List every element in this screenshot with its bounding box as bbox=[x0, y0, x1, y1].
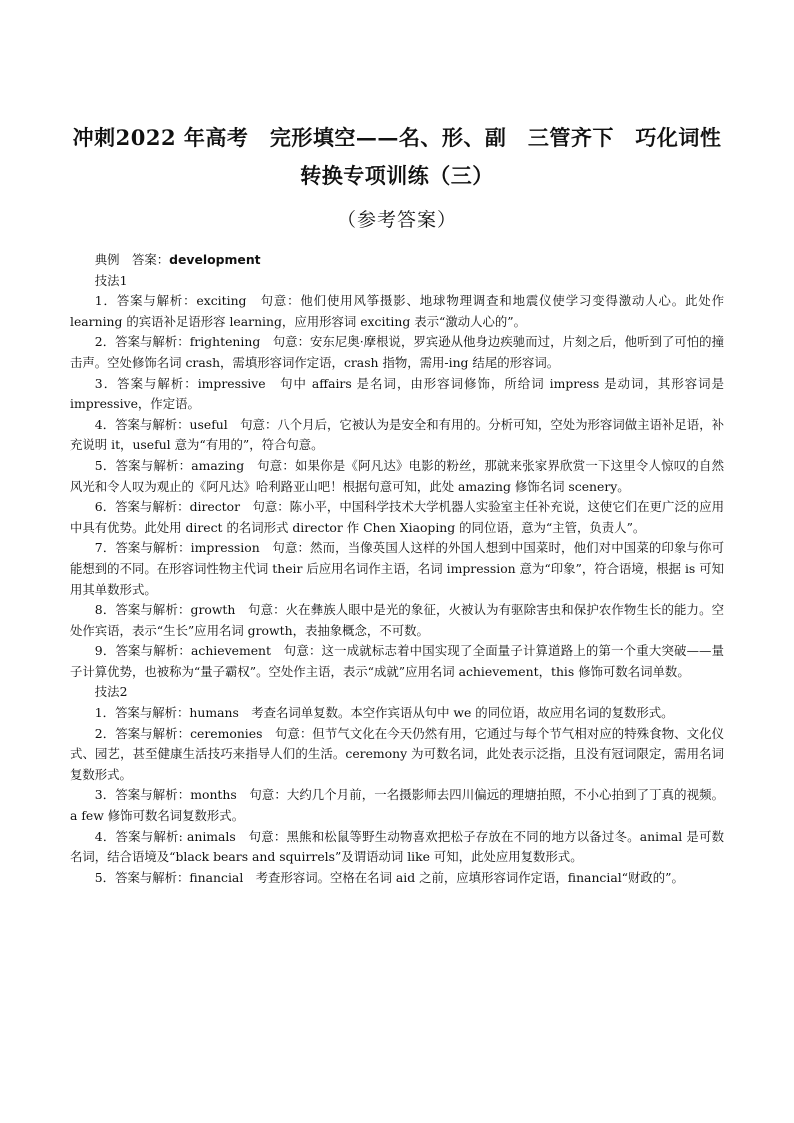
answer-item: 1．答案与解析：exciting 句意：他们使用风筝摄影、地球物理调查和地震仪使学习变得激动人心。此处作 learning 的宾语补足语形容 learning，应用形容词 exciting 表示“激动人心的”。 bbox=[70, 293, 724, 329]
answer-item: 8．答案与解析：growth 句意：火在彝族人眼中是光的象征，火被认为有驱除害虫和保护农作物生长的能力。空处作宾语，表示“生长”应用名词 growth，表抽象概念，不可数。 bbox=[70, 602, 724, 638]
answer-body bbox=[70, 250, 724, 888]
answer-item: 4．答案与解析: animals 句意：黑熊和松鼠等野生动物喜欢把松子存放在不同的地方以备过冬。animal 是可数名词，结合语境及“black bears and squirrels”及谓语动词 like 可知，此处应用复数形式。 bbox=[70, 828, 724, 865]
answer-item: 9．答案与解析：achievement 句意：这一成就标志着中国实现了全面量子计算道路上的第一个重大突破——量子计算优势，也被称为“量子霸权”。空处作主语，表示“成就”应用名词 achievement，this 修饰可数名词单数。 bbox=[70, 643, 724, 679]
answer-item: 7．答案与解析：impression 句意：然而，当像英国人这样的外国人想到中国菜时，他们对中国菜的印象与你可能想到的不同。在形容词性物主代词 their 后应用名词作主语，名词 impression 意为“印象”，符合语境，根据 is 可知用其单数形式。 bbox=[70, 540, 724, 597]
document-title-line-2: 转换专项训练（三） bbox=[300, 163, 494, 188]
answer-item: 2．答案与解析：ceremonies 句意：但节气文化在今天仍然有用，它通过与每个节气相对应的特殊食物、文化仪式、园艺，甚至健康生活技巧来指导人们的生活。ceremony 为可数名词，此处表示泛指，且没有冠词限定，需用名词复数形式。 bbox=[70, 725, 724, 782]
answer-item: 5．答案与解析：amazing 句意：如果你是《阿凡达》电影的粉丝，那就来张家界欣赏一下这里令人惊叹的自然风光和令人叹为观止的《阿凡达》哈利路亚山吧！根据句意可知，此处 amazing 修饰名词 scenery。 bbox=[70, 457, 724, 494]
document-title-line-1: 冲刺2022 年高考 完形填空——名、形、副 三管齐下 巧化词性 bbox=[72, 125, 722, 150]
example-line bbox=[70, 250, 724, 271]
example-label: 典例 答案： bbox=[94, 252, 170, 267]
example-answer: development bbox=[169, 252, 261, 267]
answer-item: 1．答案与解析：humans 考查名词单复数。本空作宾语从句中 we 的同位语，故应用名词的复数形式。 bbox=[94, 705, 674, 721]
document-subtitle: （参考答案） bbox=[336, 209, 457, 231]
answer-item: 5．答案与解析：financial 考查形容词。空格在名词 aid 之前，应填形容词作定语，financial“财政的”。 bbox=[94, 869, 684, 885]
answer-item: 6．答案与解析：director 句意：陈小平，中国科学技术大学机器人实验室主任补充说，这使它们在更广泛的应用中具有优势。此处用 direct 的名词形式 director 作 Chen Xiaoping 的同位语，意为“主管，负责人”。 bbox=[70, 499, 724, 535]
answer-item: 3．答案与解析：impressive 句中 affairs 是名词，由形容词修饰，所给词 impress 是动词，其形容词是 impressive，作定语。 bbox=[70, 375, 724, 412]
answer-item: 2．答案与解析：frightening 句意：安东尼奥·摩根说，罗宾逊从他身边疾驰而过，片刻之后，他听到了可怕的撞击声。空处修饰名词 crash，需填形容词作定语，crash 指物，需用-ing 结尾的形容词。 bbox=[70, 334, 724, 370]
section2-heading: 技法2 bbox=[94, 684, 128, 700]
answer-item: 4．答案与解析：useful 句意：八个月后，它被认为是安全和有用的。分析可知，空处为形容词做主语补足语，补充说明 it，useful 意为“有用的”，符合句意。 bbox=[70, 416, 724, 453]
answer-item: 3．答案与解析：months 句意：大约几个月前，一名摄影师去四川偏远的理塘拍照，不小心拍到了丁真的视频。a few 修饰可数名词复数形式。 bbox=[70, 787, 724, 824]
section1-heading: 技法1 bbox=[94, 272, 128, 288]
